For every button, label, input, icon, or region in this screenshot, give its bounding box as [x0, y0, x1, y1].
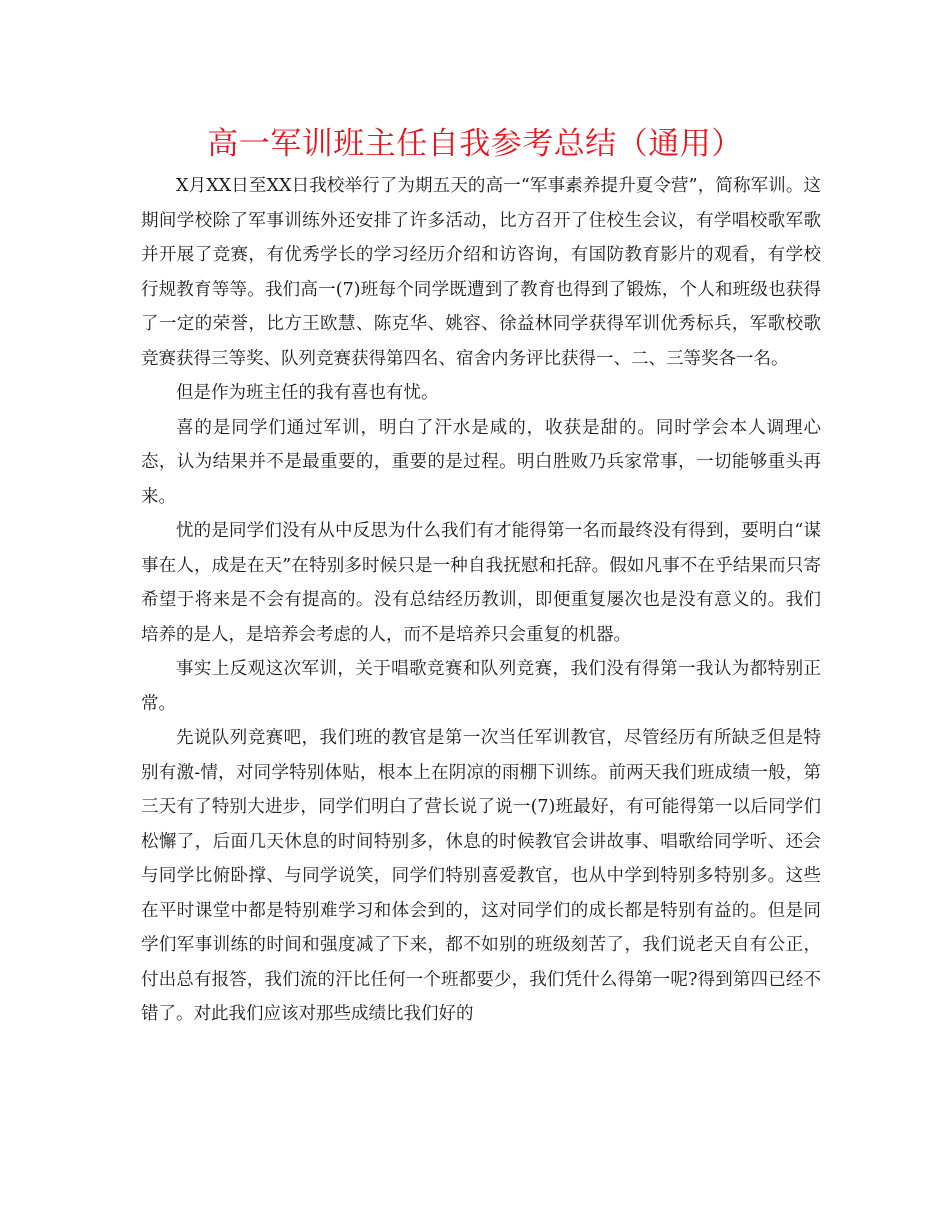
- document-title: 高一军训班主任自我参考总结（通用）: [207, 126, 743, 162]
- paragraph: 事实上反观这次军训，关于唱歌竞赛和队列竞赛，我们没有得第一我认为都特别正常。: [141, 659, 821, 714]
- paragraph: 先说队列竞赛吧，我们班的教官是第一次当任军训教官，尽管经历有所缺乏但是特别有激-情，对同学特别体贴，根本上在阴凉的雨棚下训练。前两天我们班成绩一般，第三天有了特别大进步，同学们明白了营长说了说一(7)班最好，有可能得第一以后同学们松懈了，后面几天休息的时间特别多，休息的时候教官会讲故事、唱歌给同学听、还会与同学比俯卧撑、与同学说笑，同学们特别喜爱教官，也从中学到特别多特别多。这些在平时课堂中都是特别难学习和体会到的，这对同学们的成长都是特别有益的。但是同学们军事训练的时间和强度减了下来，都不如别的班级刻苦了，我们说老天自有公正，付出总有报答，我们流的汗比任何一个班都要少，我们凭什么得第一呢?得到第四已经不错了。对此我们应该对那些成绩比我们好的: [141, 728, 821, 1024]
- document-body: [141, 169, 821, 1032]
- paragraph: 喜的是同学们通过军训，明白了汗水是咸的，收获是甜的。同时学会本人调理心态，认为结果并不是最重要的，重要的是过程。明白胜败乃兵家常事，一切能够重头再来。: [141, 417, 821, 507]
- paragraph: 忧的是同学们没有从中反思为什么我们有才能得第一名而最终没有得到，要明白“谋事在人，成是在天”在特别多时候只是一种自我抚慰和托辞。假如凡事不在乎结果而只寄希望于将来是不会有提高的。没有总结经历教训，即便重复屡次也是没有意义的。我们培养的是人，是培养会考虑的人，而不是培养只会重复的机器。: [141, 521, 821, 645]
- paragraph: 但是作为班主任的我有喜也有忧。: [176, 383, 439, 403]
- paragraph: X月XX日至XX日我校举行了为期五天的高一“军事素养提升夏令营”，简称军训。这期间学校除了军事训练外还安排了许多活动，比方召开了住校生会议，有学唱校歌军歌并开展了竞赛，有优秀学长的学习经历介绍和访咨询，有国防教育影片的观看，有学校行规教育等等。我们高一(7)班每个同学既遭到了教育也得到了锻炼，个人和班级也获得了一定的荣誉，比方王欧慧、陈克华、姚容、徐益林同学获得军训优秀标兵，军歌校歌竞赛获得三等奖、队列竞赛获得第四名、宿舍内务评比获得一、二、三等奖各一名。: [141, 176, 821, 369]
